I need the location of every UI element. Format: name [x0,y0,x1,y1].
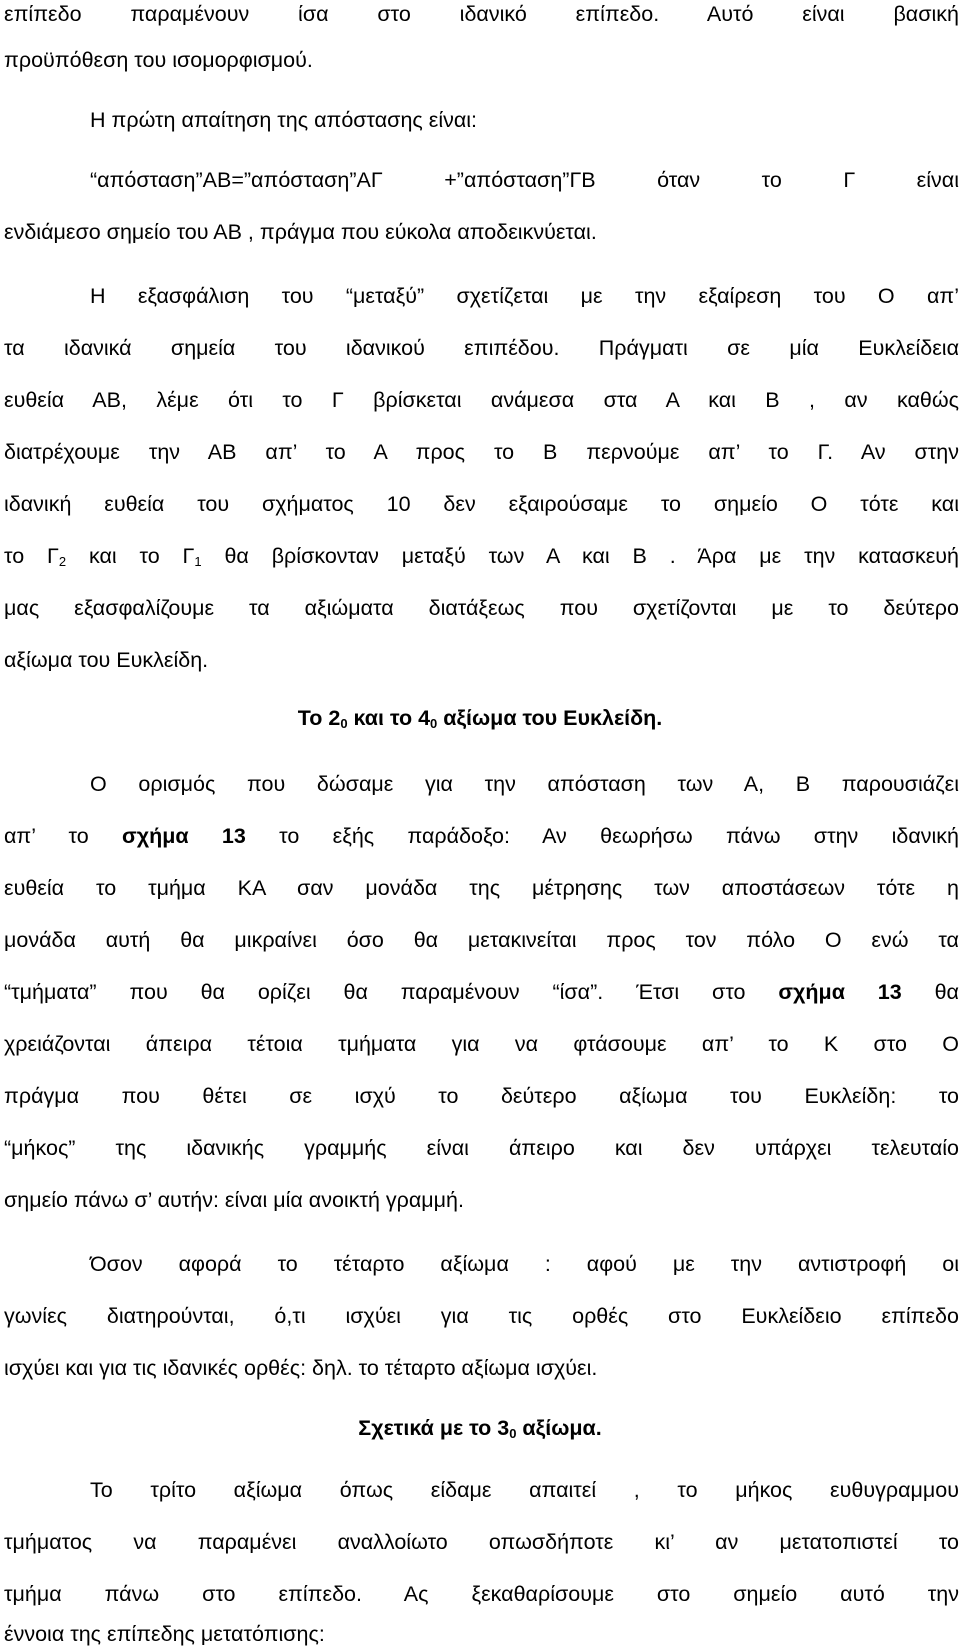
text-line: ενδιάμεσο σημείο του ΑΒ , πράγμα που εύκολα αποδεικνύεται. [4,220,597,244]
text-run: “τμήματα” που θα ορίζει θα παραμένουν “ίσα”. Έτσι στο [4,980,779,1004]
text-run: και το 4 [347,706,431,730]
text-line: Το τρίτο αξίωμα όπως είδαμε απαιτεί , το μήκος ευθυγραμμου [90,1478,959,1502]
text-line: μονάδα αυτή θα μικραίνει όσο θα μετακινείται προς τον πόλο Ο ενώ τα [4,928,959,952]
subscript: 2 [58,554,67,569]
text-line: Ο ορισμός που δώσαμε για την απόσταση των Α, Β παρουσιάζει [90,772,959,796]
text-run: και το Γ [66,544,195,568]
text-line: πράγμα που θέτει σε ισχύ το δεύτερο αξίωμα του Ευκλείδη: το [4,1084,959,1108]
subscript: 0 [509,1426,517,1441]
text-run: θα βρίσκονταν μεταξύ των Α και Β . Άρα με την κατασκευή [201,544,959,568]
text-line: Όσον αφορά το τέταρτο αξίωμα : αφού με την αντιστροφή οι [90,1252,959,1276]
text-run: Το 2 [297,706,341,730]
text-run: αξίωμα. [516,1416,602,1440]
text-run: το Γ [4,544,59,568]
text-line: τμήματος να παραμένει αναλλοίωτο οπωσδήποτε κι’ αν μετατοπιστεί το [4,1530,959,1554]
text-line: “μήκος” της ιδανικής γραμμής είναι άπειρο και δεν υπάρχει τελευταίο [4,1136,959,1160]
text-line: προϋπόθεση του ισομορφισμού. [4,48,313,72]
subscript: 1 [194,554,202,569]
text-line: γωνίες διατηρούνται, ό,τι ισχύει για τις ορθές στο Ευκλείδειο επίπεδο [4,1304,959,1328]
text-line: τμήμα πάνω στο επίπεδο. Ας ξεκαθαρίσουμε στο σημείο αυτό την [4,1582,959,1606]
text-line: Η εξασφάλιση του “μεταξύ” σχετίζεται με την εξαίρεση του Ο απ’ [90,284,959,308]
text-run: το εξής παράδοξο: Αν θεωρήσω πάνω στην ιδανική [245,824,959,848]
text-run: Σχετικά με το 3 [358,1416,510,1440]
text-line: σημείο πάνω σ’ αυτήν: είναι μία ανοικτή γραμμή. [4,1188,464,1212]
text-line: μας εξασφαλίζουμε τα αξιώματα διατάξεως που σχετίζονται με το δεύτερο [4,596,959,620]
text-line: επίπεδο παραμένουν ίσα στο ιδανικό επίπεδο. Αυτό είναι βασική [4,2,959,26]
text-line: ισχύει και για τις ιδανικές ορθές: δηλ. το τέταρτο αξίωμα ισχύει. [4,1356,598,1380]
text-line: ιδανική ευθεία του σχήματος 10 δεν εξαιρούσαμε το σημείο Ο τότε και [4,492,959,516]
text-line: Η πρώτη απαίτηση της απόστασης είναι: [90,108,478,132]
text-line: διατρέχουμε την ΑΒ απ’ το Α προς το Β περνούμε απ’ το Γ. Αν στην [4,440,959,464]
bold-run: σχήμα 13 [778,980,902,1004]
text-line: έννοια της επίπεδης μετατόπισης: [4,1622,325,1646]
text-line: ευθεία ΑΒ, λέμε ότι το Γ βρίσκεται ανάμεσα στα Α και Β , αν καθώς [4,388,959,412]
text-run: θα [901,980,959,1004]
text-line: τα ιδανικά σημεία του ιδανικού επιπέδου. Πράγματι σε μία Ευκλείδεια [4,336,959,360]
text-run: απ’ το [4,824,123,848]
text-line: “απόσταση”ΑΒ=”απόσταση”ΑΓ +”απόσταση”ΓΒ όταν το Γ είναι [90,168,959,192]
subscript: 0 [340,716,348,731]
text-line [4,978,959,1006]
text-line [4,822,959,850]
section-heading [0,704,960,732]
text-run: αξίωμα του Ευκλείδη. [437,706,663,730]
bold-run: σχήμα 13 [122,824,246,848]
text-line: ευθεία το τμήμα ΚΑ σαν μονάδα της μέτρησης των αποστάσεων τότε η [4,876,959,900]
text-line [4,542,959,570]
section-heading [0,1414,960,1442]
subscript: 0 [430,716,438,731]
text-line: χρειάζονται άπειρα τέτοια τμήματα για να φτάσουμε απ’ το Κ στο Ο [4,1032,959,1056]
text-line: αξίωμα του Ευκλείδη. [4,648,209,672]
